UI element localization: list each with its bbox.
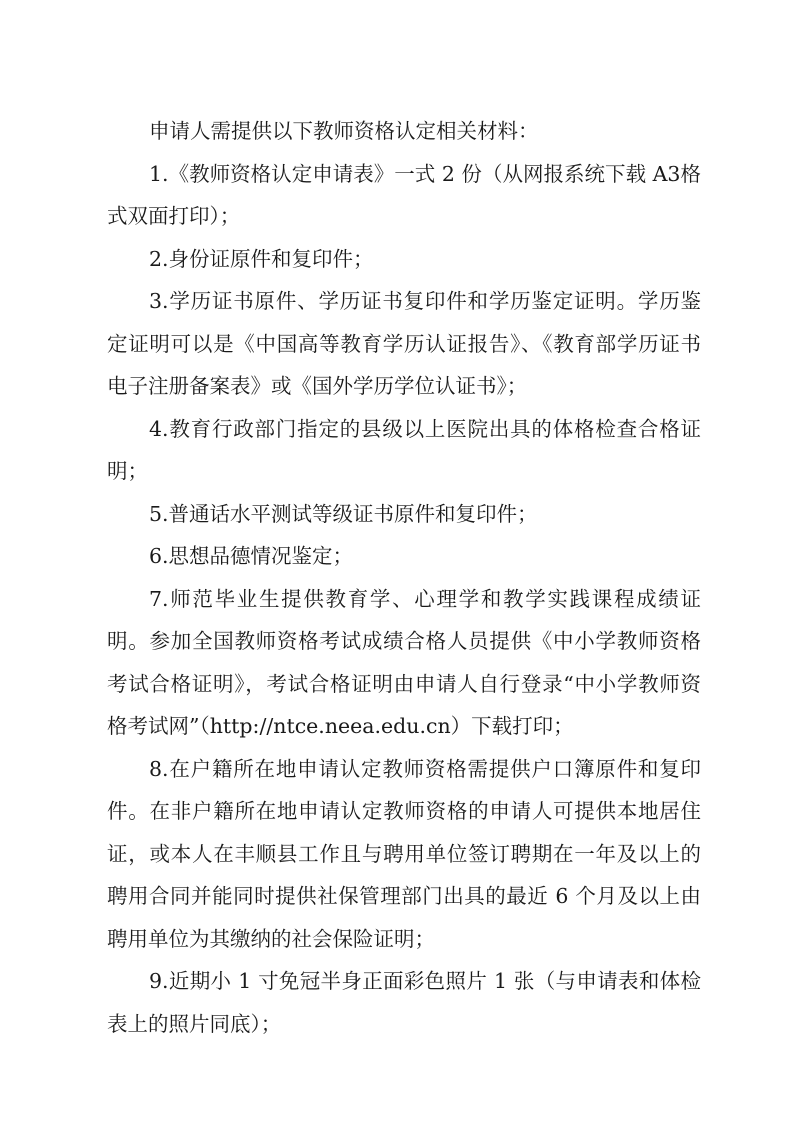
item-7-paragraph: 7.师范毕业生提供教育学、心理学和教学实践课程成绩证明。参加全国教师资格考试成绩合格人员提供《中小学教师资格考试合格证明》，考试合格证明由申请人自行登录“中小学教师资格考试网”（http://ntce.neea.edu.cn）下载打印；	[107, 586, 701, 738]
item-8-paragraph: 8.在户籍所在地申请认定教师资格需提供户口簿原件和复印件。在非户籍所在地申请认定教师资格的申请人可提供本地居住证，或本人在丰顺县工作且与聘用单位签订聘期在一年及以上的聘用合同并能同时提供社保管理部门出具的最近 6 个月及以上由聘用单位为其缴纳的社会保险证明；	[107, 756, 701, 951]
item-9-paragraph: 9.近期小 1 寸免冠半身正面彩色照片 1 张（与申请表和体检表上的照片同底）；	[107, 969, 701, 1036]
document-body	[107, 110, 701, 1045]
item-3-paragraph: 3.学历证书原件、学历证书复印件和学历鉴定证明。学历鉴定证明可以是《中国高等教育学历认证报告》、《教育部学历证书电子注册备案表》或《国外学历学位认证书》；	[107, 289, 701, 398]
item-2-paragraph: 2.身份证原件和复印件；	[149, 246, 374, 271]
item-5-paragraph: 5.普通话水平测试等级证书原件和复印件；	[149, 501, 538, 526]
item-4-paragraph: 4.教育行政部门指定的县级以上医院出具的体格检查合格证明；	[107, 416, 701, 483]
item-1-paragraph: 1.《教师资格认定申请表》一式 2 份（从网报系统下载 A3格式双面打印）；	[107, 161, 701, 228]
item-6-paragraph: 6.思想品德情况鉴定；	[149, 544, 354, 568]
intro-paragraph: 申请人需提供以下教师资格认定相关材料：	[149, 119, 539, 143]
